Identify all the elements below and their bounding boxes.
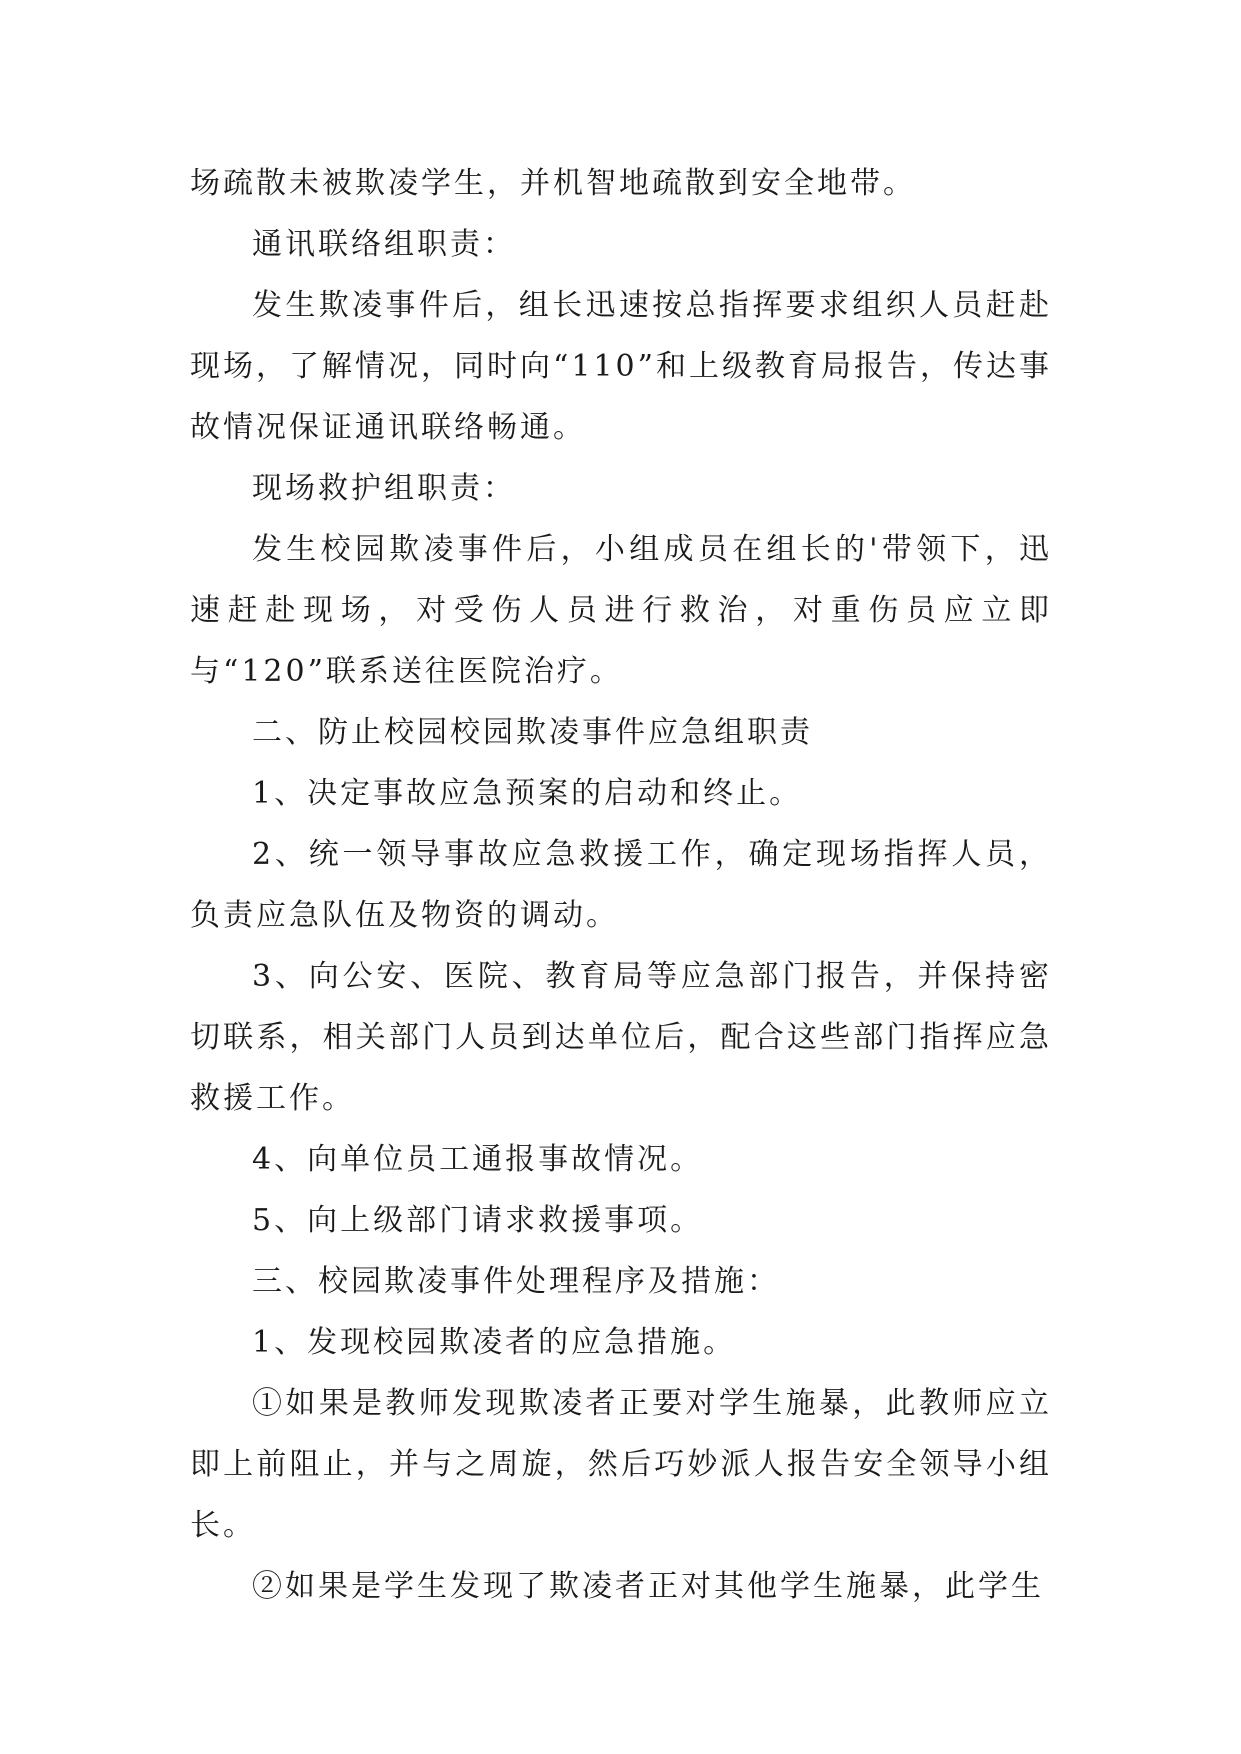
section-heading: 通讯联络组职责： <box>252 227 516 262</box>
sub-list-item: ①如果是教师发现欺凌者正要对学生施暴，此教师应立即上前阻止，并与之周旋，然后巧妙派人报告安全领导小组长。 <box>190 1386 1052 1543</box>
list-item: 1、发现校园欺凌者的应急措施。 <box>252 1325 737 1360</box>
document-body <box>190 153 1052 1617</box>
section-heading: 三、校园欺凌事件处理程序及措施： <box>252 1264 780 1299</box>
paragraph: 发生欺凌事件后，组长迅速按总指挥要求组织人员赶赴现场，了解情况，同时向“110”和上级教育局报告，传达事故情况保证通讯联络畅通。 <box>190 288 1052 445</box>
section-heading: 现场救护组职责： <box>252 471 516 506</box>
section-heading: 二、防止校园校园欺凌事件应急组职责 <box>252 715 813 750</box>
list-item: 5、向上级部门请求救援事项。 <box>252 1203 704 1238</box>
paragraph: 发生校园欺凌事件后，小组成员在组长的'带领下，迅速赶赴现场，对受伤人员进行救治，对重伤员应立即与“120”联系送往医院治疗。 <box>190 532 1052 689</box>
list-item: 2、统一领导事故应急救援工作，确定现场指挥人员，负责应急队伍及物资的调动。 <box>190 837 1052 933</box>
sub-list-item: ②如果是学生发现了欺凌者正对其他学生施暴，此学生 <box>252 1569 1044 1604</box>
list-item: 1、决定事故应急预案的启动和终止。 <box>252 776 803 811</box>
list-item: 3、向公安、医院、教育局等应急部门报告，并保持密切联系，相关部门人员到达单位后，配合这些部门指挥应急救援工作。 <box>190 959 1052 1116</box>
paragraph: 场疏散未被欺凌学生，并机智地疏散到安全地带。 <box>190 166 916 201</box>
list-item: 4、向单位员工通报事故情况。 <box>252 1142 704 1177</box>
